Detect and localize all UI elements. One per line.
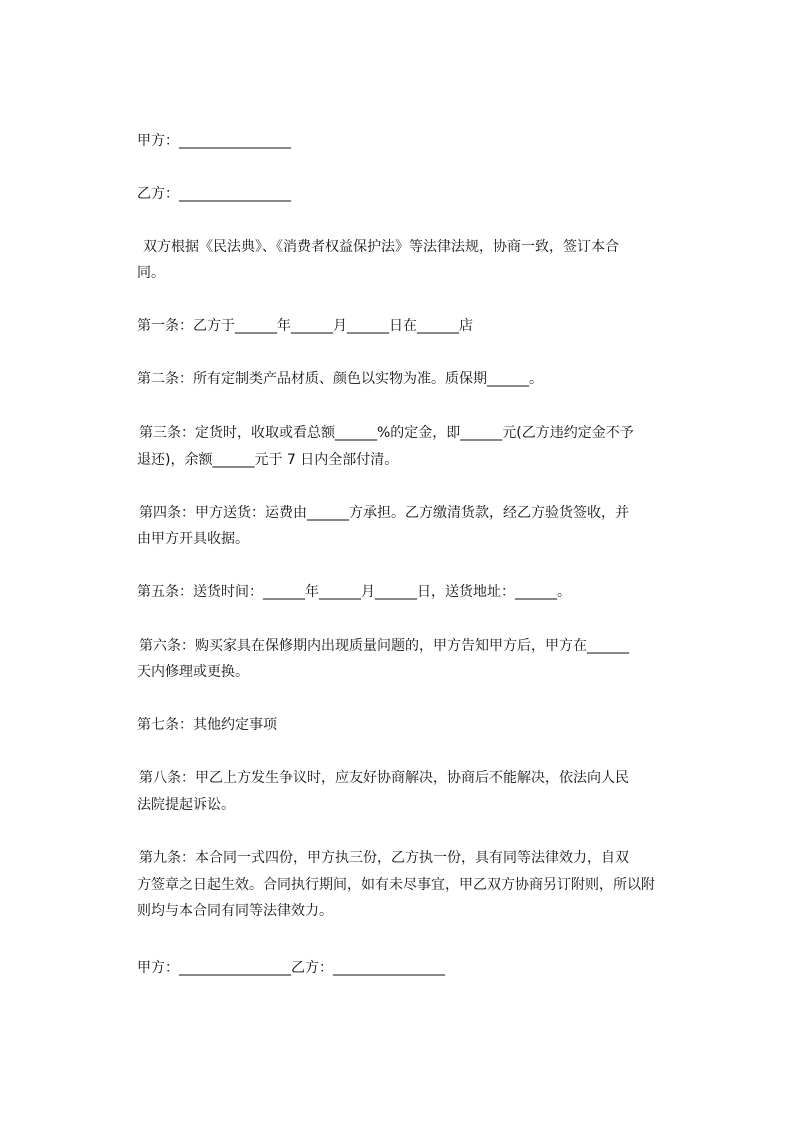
article-4-line-2: 由甲方开具收据。 [137, 531, 249, 547]
article-6-line-1: 第六条：购买家具在保修期内出现质量问题的，甲方告知甲方后，甲方在______ [139, 638, 629, 654]
article-8-line-2: 法院提起诉讼。 [137, 797, 235, 813]
article-2: 第二条：所有定制类产品材质、颜色以实物为准。质保期______。 [137, 371, 543, 387]
article-4-line-1: 第四条：甲方送货：运费由______方承担。乙方缴清货款，经乙方验货签收，并 [139, 505, 629, 521]
party-b-header: 乙方：________________ [137, 186, 291, 202]
article-9-line-3: 则均与本合同有同等法律效力。 [137, 903, 333, 919]
intro-line-2: 同。 [137, 265, 165, 281]
article-5: 第五条：送货时间：______年______月______日，送货地址：______。 [137, 584, 571, 600]
article-9-line-1: 第九条：本合同一式四份，甲方执三份，乙方执一份，具有同等法律效力，自双 [139, 850, 629, 866]
signatures: 甲方：________________乙方：________________ [137, 960, 445, 976]
party-a-header: 甲方：________________ [137, 133, 291, 149]
article-3-line-1: 第三条：定货时，收取或看总额______%的定金，即______元(乙方违约定金不予 [139, 425, 634, 441]
article-8-line-1: 第八条：甲乙上方发生争议时，应友好协商解决，协商后不能解决，依法向人民 [139, 770, 629, 786]
article-9-line-2: 方签章之日起生效。合同执行期间，如有未尽事宜，甲乙双方协商另订附则，所以附 [137, 877, 655, 893]
article-6-line-2: 天内修理或更换。 [137, 664, 249, 680]
article-1: 第一条：乙方于______年______月______日在______店 [137, 318, 473, 334]
intro-line-1: 双方根据《民法典》、《消费者权益保护法》等法律法规，协商一致，签订本合 [143, 239, 619, 255]
article-7: 第七条：其他约定事项 [137, 717, 277, 733]
article-3-line-2: 退还)，余额______元于 7 日内全部付清。 [137, 452, 399, 468]
